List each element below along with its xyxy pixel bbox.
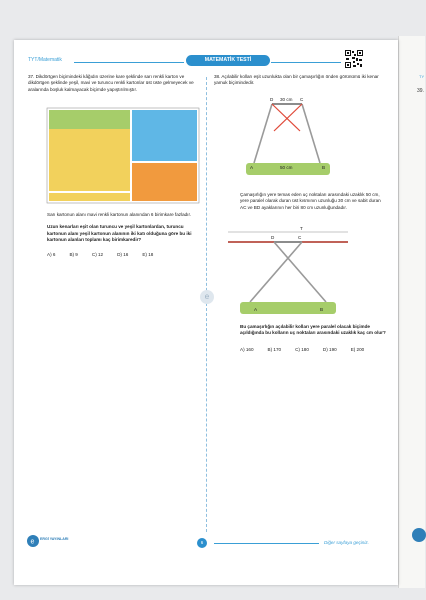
publisher-logo-icon — [26, 534, 69, 548]
choice-b[interactable]: B) 9 — [69, 251, 78, 257]
exam-page — [14, 40, 398, 585]
next-page-logo-icon — [412, 528, 426, 542]
question-37-body — [47, 212, 199, 258]
question-38-prompt: Bu çamaşırlığın açılabilir kolları yere paralel olacak biçimde açıldığında bu kolların uç noktaları arasındaki uzaklık kaç cm olur? — [240, 324, 386, 336]
footer-rule — [214, 543, 319, 544]
label-a: A — [254, 307, 258, 312]
choice-d[interactable]: D) 16 — [117, 251, 129, 257]
choice-a[interactable]: A) 160 — [240, 346, 254, 352]
svg-text:ERGİ YAYINLARI: ERGİ YAYINLARI — [40, 537, 69, 541]
label-a: A — [250, 165, 254, 170]
question-38-choices — [240, 347, 386, 353]
label-c: C — [300, 97, 304, 102]
question-38-statement — [240, 192, 386, 211]
question-37-choices — [47, 252, 199, 258]
question-38-body — [240, 324, 386, 353]
orange-rectangle — [132, 163, 197, 201]
next-page-note: Diğer sayfaya geçiniz. — [324, 540, 369, 545]
header-rule-right — [271, 62, 341, 63]
question-37-intro — [28, 74, 200, 93]
choice-d[interactable]: D) 190 — [322, 346, 337, 352]
question-37-figure — [47, 108, 199, 203]
choice-e[interactable]: E) 200 — [350, 346, 365, 352]
question-37 — [28, 74, 200, 93]
svg-text:e: e — [30, 538, 35, 546]
page-header — [14, 54, 398, 68]
question-38-text: Çamaşırlığın yere temas eden uç noktaları arasındaki uzaklık 50 cm, yere paralel olarak duran üst kısmının uzunluğu 30 cm ve sabit duran AC ve BD ayaklarının her biri 80 cm uzunluğundadır. — [240, 192, 381, 210]
next-page-header: TY — [419, 74, 425, 79]
label-c: C — [298, 235, 302, 240]
choice-a[interactable]: A) 6 — [47, 251, 56, 257]
question-37-fact: Sarı kartonun alanı mavi renkli kartonun alanından 6 birimkare fazladır. — [47, 212, 192, 217]
blue-rectangle — [132, 110, 197, 161]
label-b: B — [322, 165, 326, 170]
publisher-watermark-icon: e — [200, 290, 214, 304]
subject-label: TYT/Matematik — [28, 57, 62, 63]
question-38-intro — [214, 74, 382, 87]
publisher-logo — [26, 534, 69, 548]
next-page-edge — [398, 36, 425, 588]
next-page-question-number: 39. — [417, 88, 424, 94]
choice-e[interactable]: E) 18 — [142, 251, 154, 257]
question-37-prompt: Uzun kenarları eşit olan turuncu ve yeşil kartonlardan, turuncu kartonun alanı yeşil kartonun alanının iki katı olduğuna göre bu iki kartonun alanları toplamı kaç birimkaredir? — [47, 224, 192, 243]
label-top-length: 30 cm — [280, 97, 293, 102]
green-rectangle — [49, 110, 130, 129]
label-bottom-length: 50 cm — [280, 165, 293, 170]
label-t: T — [300, 226, 303, 231]
page-number: 6 — [197, 538, 207, 548]
label-b: B — [320, 307, 324, 312]
yellow-strip — [49, 193, 130, 201]
test-title-badge: MATEMATİK TESTİ — [186, 55, 270, 66]
choice-b[interactable]: B) 170 — [267, 346, 282, 352]
question-37-number: 37. — [28, 74, 35, 79]
label-d: D — [271, 235, 275, 240]
choice-c[interactable]: C) 12 — [91, 251, 104, 257]
header-rule-left — [74, 62, 184, 63]
question-38-figure-2 — [226, 226, 350, 316]
label-d: D — [270, 97, 274, 102]
question-38-number: 38. — [214, 74, 221, 79]
question-38-figure-1 — [236, 95, 336, 177]
qr-code-icon[interactable] — [345, 50, 363, 68]
choice-c[interactable]: C) 180 — [295, 346, 309, 352]
question-37-intro-text: Dikdörtgen biçimindeki kâğıdın üzerine kare şeklinde sarı renkli karton ve dikdörtgen şeklinde yeşil, mavi ve turuncu renkli kartonlar üst üste gelmeyecek ve aralarında boşluk kalmayacak biçimde yapıştırılmıştır. — [28, 74, 194, 92]
question-38 — [214, 74, 382, 87]
column-divider — [206, 77, 207, 532]
question-38-intro-text: Açılabilir kolları eşit uzunlukta olan bir çamaşırlığın önden görünümü iki kenar yamuk biçimindedir. — [214, 74, 379, 86]
